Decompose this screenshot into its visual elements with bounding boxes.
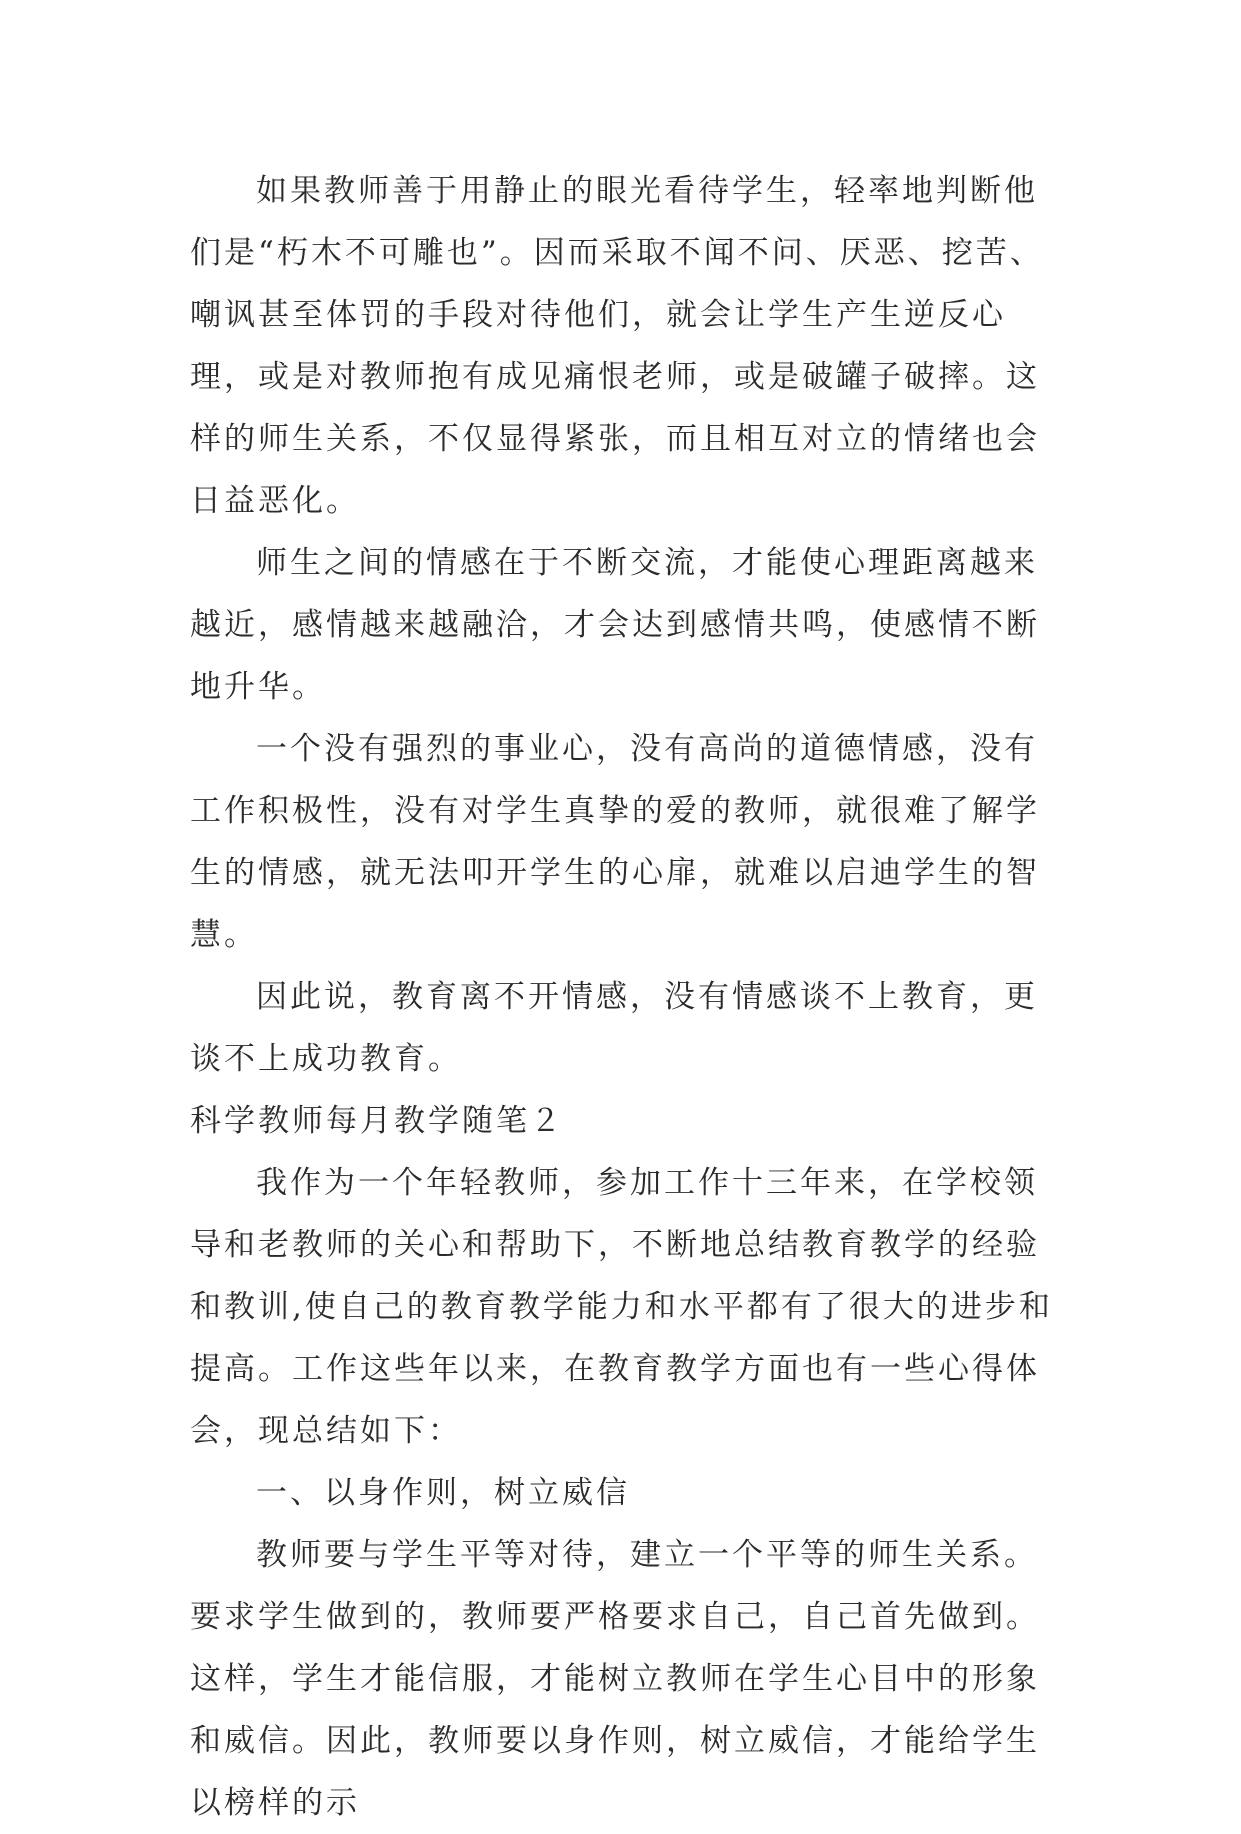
paragraph-6: 教师要与学生平等对待，建立一个平等的师生关系。要求学生做到的，教师要严格要求自己，自己首先做到。这样，学生才能信服，才能树立教师在学生心目中的形象和威信。因此，教师要以身作则，树立威信，才能给学生以榜样的示: [190, 1537, 1040, 1821]
document-body: [190, 160, 1060, 1834]
paragraph-2: 师生之间的情感在于不断交流，才能使心理距离越来越近，感情越来越融洽，才会达到感情共鸣，使感情不断地升华。: [190, 545, 1040, 705]
paragraph-1: 如果教师善于用静止的眼光看待学生，轻率地判断他们是“朽木不可雕也”。因而采取不闻不问、厌恶、挖苦、嘲讽甚至体罚的手段对待他们，就会让学生产生逆反心理，或是对教师抱有成见痛恨老师，或是破罐子破摔。这样的师生关系，不仅显得紧张，而且相互对立的情绪也会日益恶化。: [190, 173, 1044, 519]
paragraph-4: 因此说，教育离不开情感，没有情感谈不上教育，更谈不上成功教育。: [190, 979, 1038, 1077]
paragraph-3: 一个没有强烈的事业心，没有高尚的道德情感，没有工作积极性，没有对学生真挚的爱的教师，就很难了解学生的情感，就无法叩开学生的心扉，就难以启迪学生的智慧。: [190, 731, 1040, 953]
section-title: 科学教师每月教学随笔２: [190, 1103, 564, 1139]
subheading-1: 一、以身作则，树立威信: [256, 1475, 630, 1511]
paragraph-5: 我作为一个年轻教师，参加工作十三年来，在学校领导和老教师的关心和帮助下，不断地总结教育教学的经验和教训,使自己的教育教学能力和水平都有了很大的进步和提高。工作这些年以来，在教育教学方面也有一些心得体会，现总结如下：: [190, 1165, 1053, 1449]
